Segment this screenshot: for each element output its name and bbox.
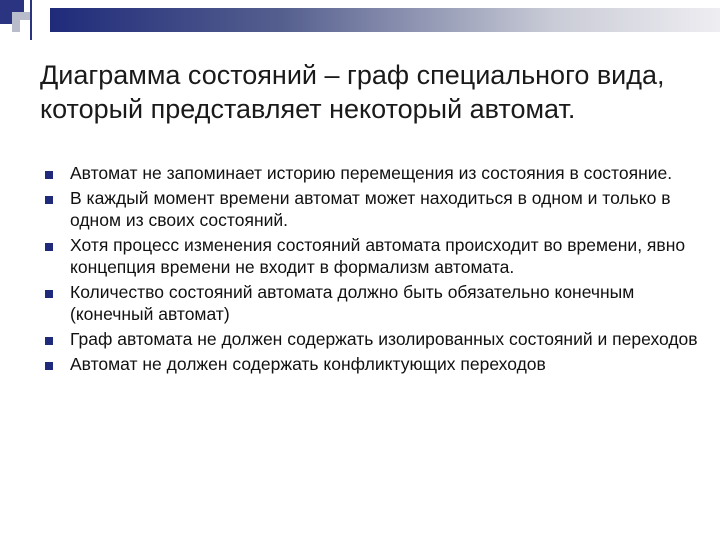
list-item-text: Автомат не должен содержать конфликтующих переходов bbox=[70, 354, 546, 374]
list-item bbox=[40, 328, 700, 350]
square-bullet-icon bbox=[45, 243, 53, 251]
square-bullet-icon bbox=[45, 362, 53, 370]
list-item-text: Количество состояний автомата должно быть обязательно конечным (конечный автомат) bbox=[70, 282, 635, 324]
list-item bbox=[40, 353, 700, 375]
list-item bbox=[40, 162, 700, 184]
list-item-text: В каждый момент времени автомат может находиться в одном и только в одном из своих состояний. bbox=[70, 188, 671, 230]
square-bullet-icon bbox=[45, 196, 53, 204]
slide-title: Диаграмма состояний – граф специального вида, который представляет некоторый автомат. bbox=[40, 60, 665, 124]
list-item bbox=[40, 281, 700, 325]
square-bullet-icon bbox=[45, 290, 53, 298]
deco-top-bar bbox=[50, 8, 720, 32]
list-item-text: Хотя процесс изменения состояний автомата происходит во времени, явно концепция времени не входит в формализм автомата. bbox=[70, 235, 686, 277]
deco-vertical-line bbox=[30, 0, 32, 40]
list-item-text: Граф автомата не должен содержать изолированных состояний и переходов bbox=[70, 329, 698, 349]
bullet-list bbox=[40, 162, 700, 378]
square-bullet-icon bbox=[45, 337, 53, 345]
list-item bbox=[40, 187, 700, 231]
slide-decoration bbox=[0, 0, 720, 40]
list-item-text: Автомат не запоминает историю перемещения из состояния в состояние. bbox=[70, 163, 673, 183]
list-item bbox=[40, 234, 700, 278]
square-bullet-icon bbox=[45, 171, 53, 179]
